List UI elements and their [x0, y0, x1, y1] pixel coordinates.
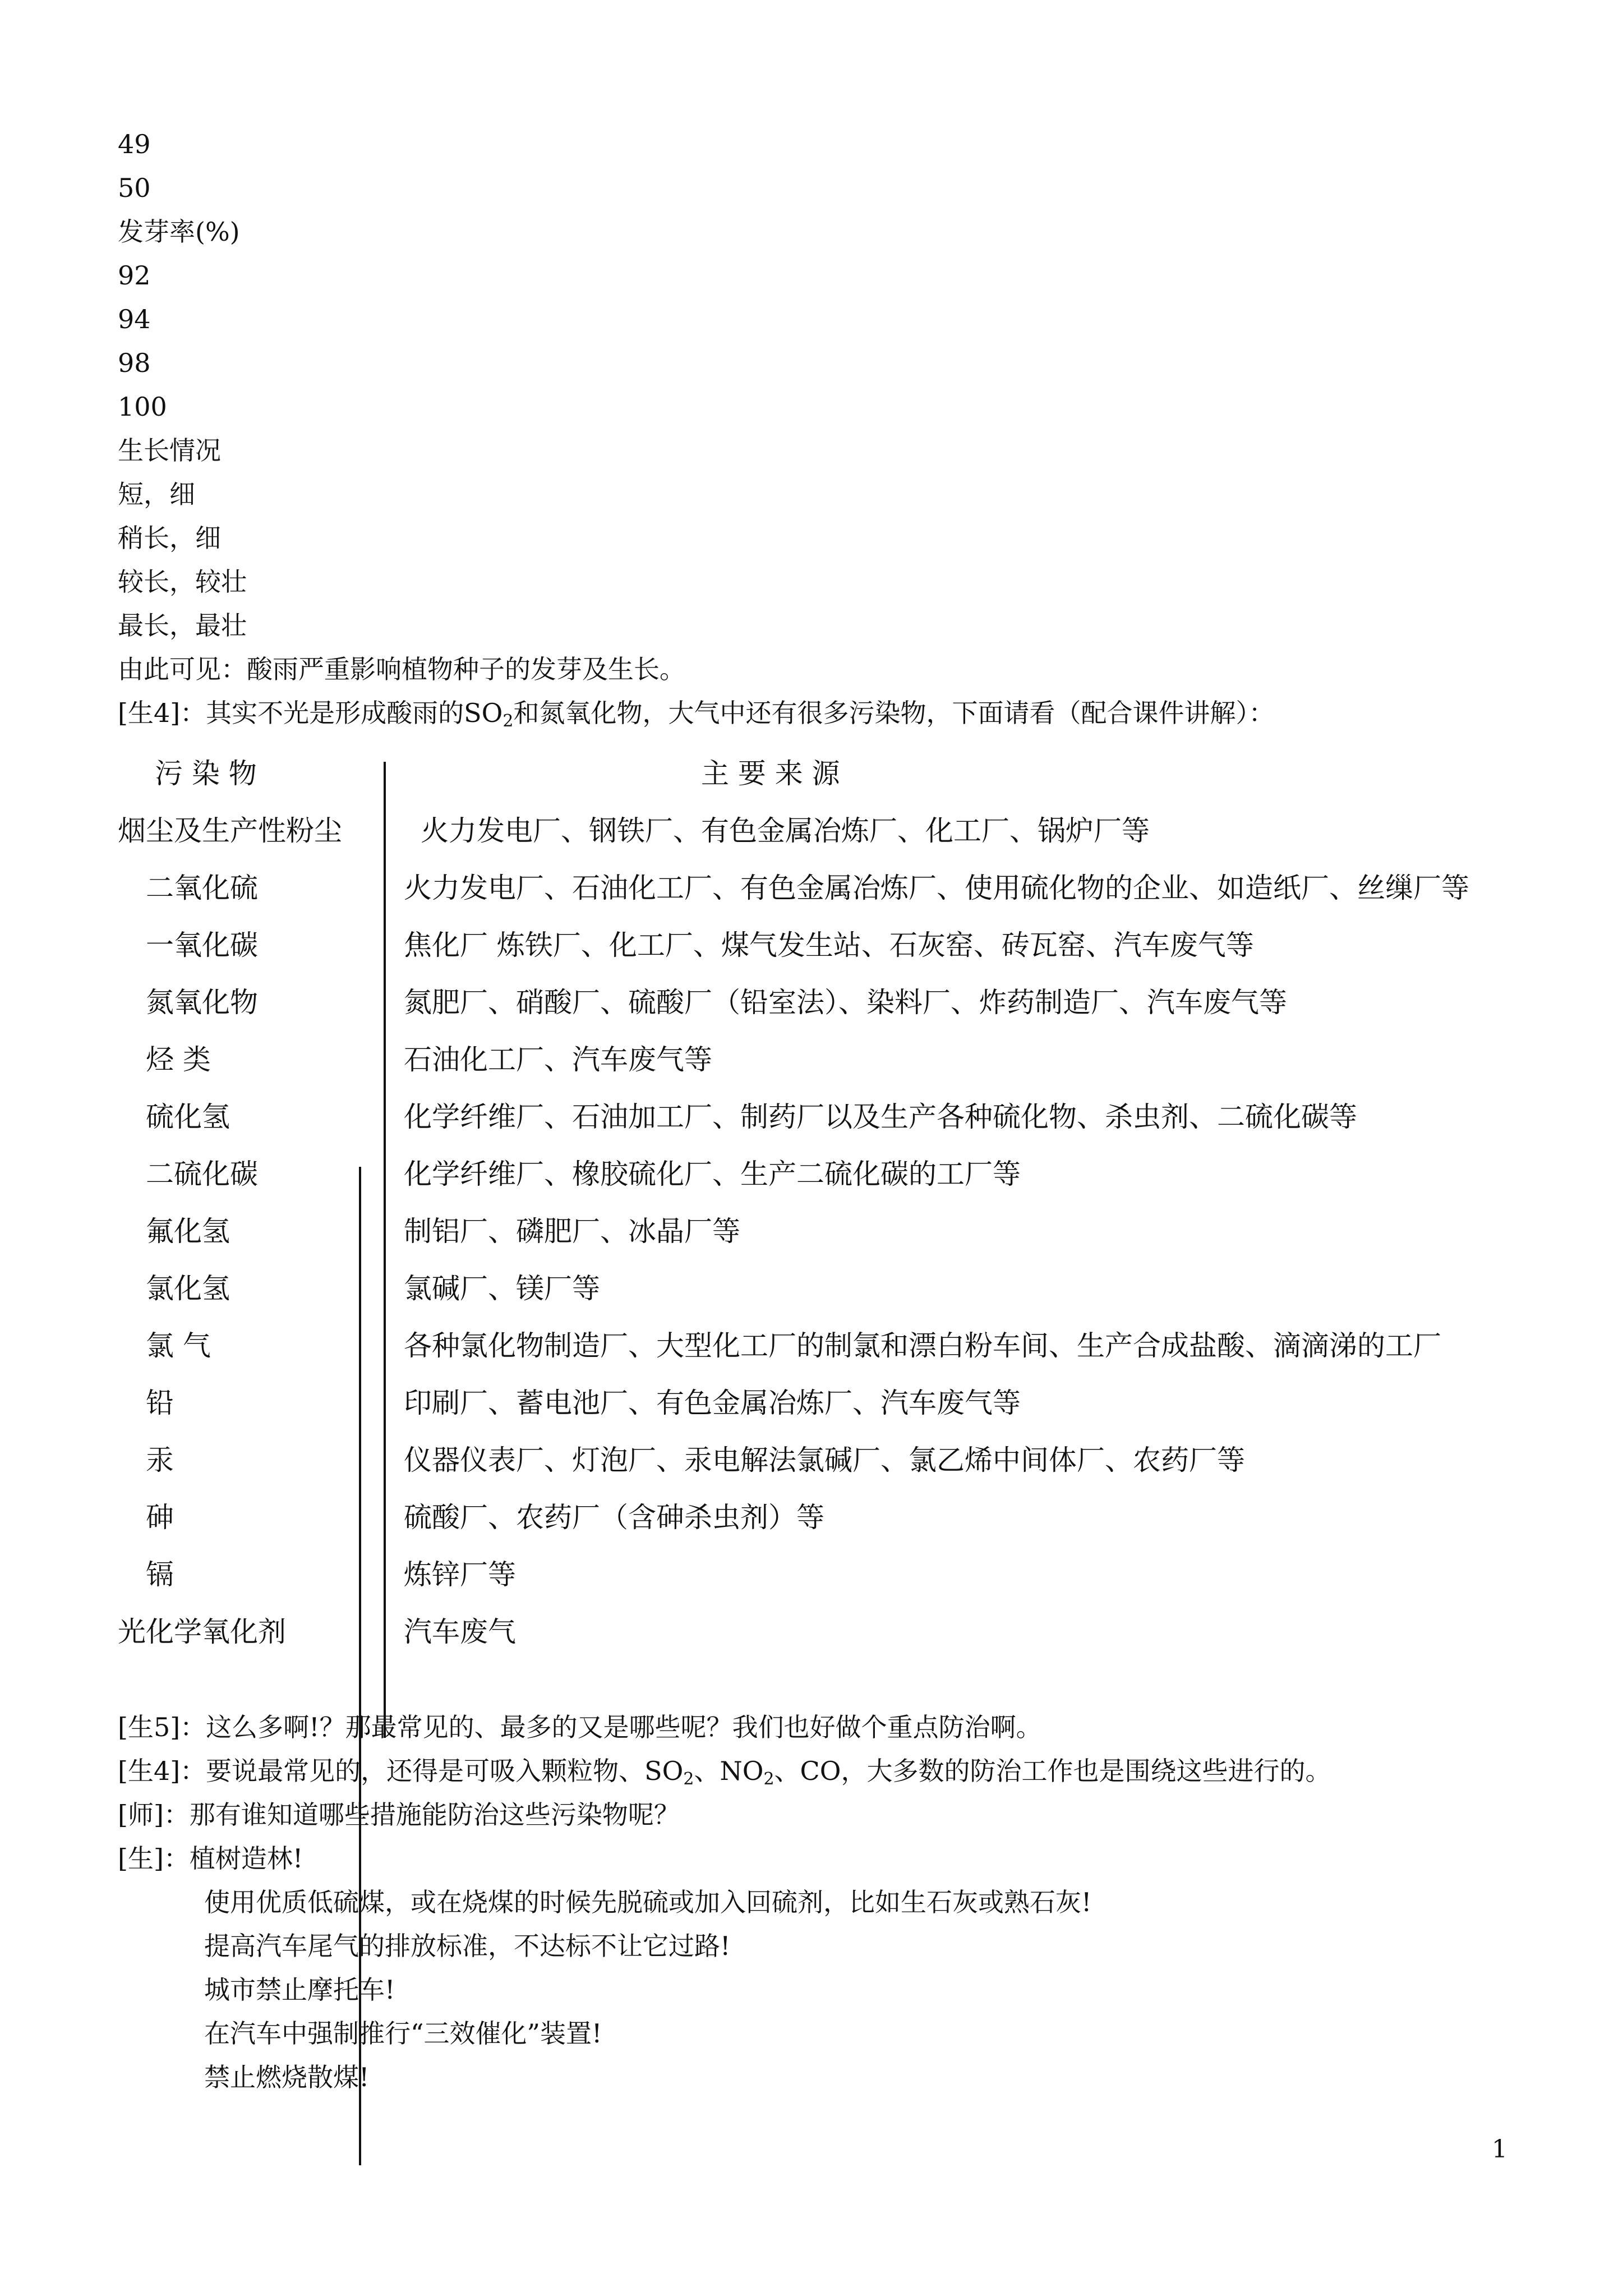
intro-line: 生长情况	[118, 435, 221, 466]
intro-line: 短，细	[118, 479, 195, 509]
table-row: 烃 类 石油化工厂、汽车废气等	[146, 1043, 712, 1076]
intro-line: 100	[118, 392, 167, 422]
intro-line: 50	[118, 173, 151, 203]
table-row: 镉 炼锌厂等	[146, 1558, 516, 1591]
header-pollutant: 污 染 物	[155, 757, 257, 790]
table-row: 氟化氢 制铝厂、磷肥厂、冰晶厂等	[146, 1215, 740, 1248]
intro-line: 稍长，细	[118, 523, 221, 553]
student-suggestion: 禁止燃烧散煤!	[204, 2062, 370, 2092]
table-row: 砷 硫酸厂、农药厂（含砷杀虫剂）等	[146, 1501, 824, 1534]
teacher-line: [师]：那有谁知道哪些措施能防治这些污染物呢？	[118, 1800, 680, 1830]
students-first-line: [生]：植树造林!	[118, 1843, 303, 1874]
student4-reply-line: [生4]：要说最常见的，还得是可吸入颗粒物、$SO_2$、$NO_2$、CO，大多数的防治工作也是围绕这些进行的。	[118, 1756, 1331, 1789]
table-row: 一氧化碳 焦化厂 炼铁厂、化工厂、煤气发生站、石灰窑、砖瓦窑、汽车废气等	[146, 929, 1254, 961]
student-suggestion: 在汽车中强制推行“三效催化”装置!	[204, 2018, 602, 2049]
table-row: 氯 气 各种氯化物制造厂、大型化工厂的制氯和漂白粉车间、生产合成盐酸、滴滴涕的工厂	[146, 1329, 1441, 1362]
intro-line: 49	[118, 129, 151, 159]
header-source: 主 要 来 源	[701, 757, 840, 790]
intro-line: 发芽率(%)	[118, 217, 240, 247]
conclusion-line: 由此可见：酸雨严重影响植物种子的发芽及生长。	[118, 654, 685, 684]
intro-line: 92	[118, 260, 151, 291]
student4-intro-line: [生4]：其实不光是形成酸雨的$SO_2$和氮氧化物，大气中还有很多污染物，下面请看（配合课件讲解）：	[118, 698, 1275, 731]
table-row: 二硫化碳 化学纤维厂、橡胶硫化厂、生产二硫化碳的工厂等	[146, 1158, 1021, 1190]
intro-line: 较长，较壮	[118, 567, 247, 597]
student-suggestion: 城市禁止摩托车!	[204, 1975, 395, 2005]
intro-line: 94	[118, 304, 151, 334]
student5-line: [生5]：这么多啊!？那最常见的、最多的又是哪些呢？我们也好做个重点防治啊。	[118, 1712, 1042, 1742]
table-row: 光化学氧化剂 汽车废气	[118, 1616, 516, 1648]
table-row: 硫化氢 化学纤维厂、石油加工厂、制药厂以及生产各种硫化物、杀虫剂、二硫化碳等	[146, 1101, 1357, 1133]
table-divider-line	[384, 762, 386, 1738]
page-number: 1	[1492, 2135, 1507, 2164]
table-row: 烟尘及生产性粉尘 火力发电厂、钢铁厂、有色金属冶炼厂、化工厂、锅炉厂等	[118, 815, 1150, 847]
student-suggestion: 提高汽车尾气的排放标准，不达标不让它过路!	[204, 1931, 731, 1961]
student-suggestion: 使用优质低硫煤，或在烧煤的时候先脱硫或加入回硫剂，比如生石灰或熟石灰!	[204, 1887, 1092, 1917]
intro-line: 98	[118, 348, 151, 378]
intro-line: 最长，最壮	[118, 610, 247, 641]
table-row: 铅 印刷厂、蓄电池厂、有色金属冶炼厂、汽车废气等	[146, 1387, 1021, 1419]
table-header-row	[118, 745, 1520, 802]
table-row: 氯化氢 氯碱厂、镁厂等	[146, 1272, 600, 1305]
table-row: 二氧化硫 火力发电厂、石油化工厂、有色金属冶炼厂、使用硫化物的企业、如造纸厂、丝缫厂等	[146, 872, 1469, 904]
table-row: 汞 仪器仪表厂、灯泡厂、汞电解法氯碱厂、氯乙烯中间体厂、农药厂等	[146, 1444, 1245, 1476]
table-row: 氮氧化物 氮肥厂、硝酸厂、硫酸厂（铅室法）、染料厂、炸药制造厂、汽车废气等	[146, 986, 1287, 1019]
